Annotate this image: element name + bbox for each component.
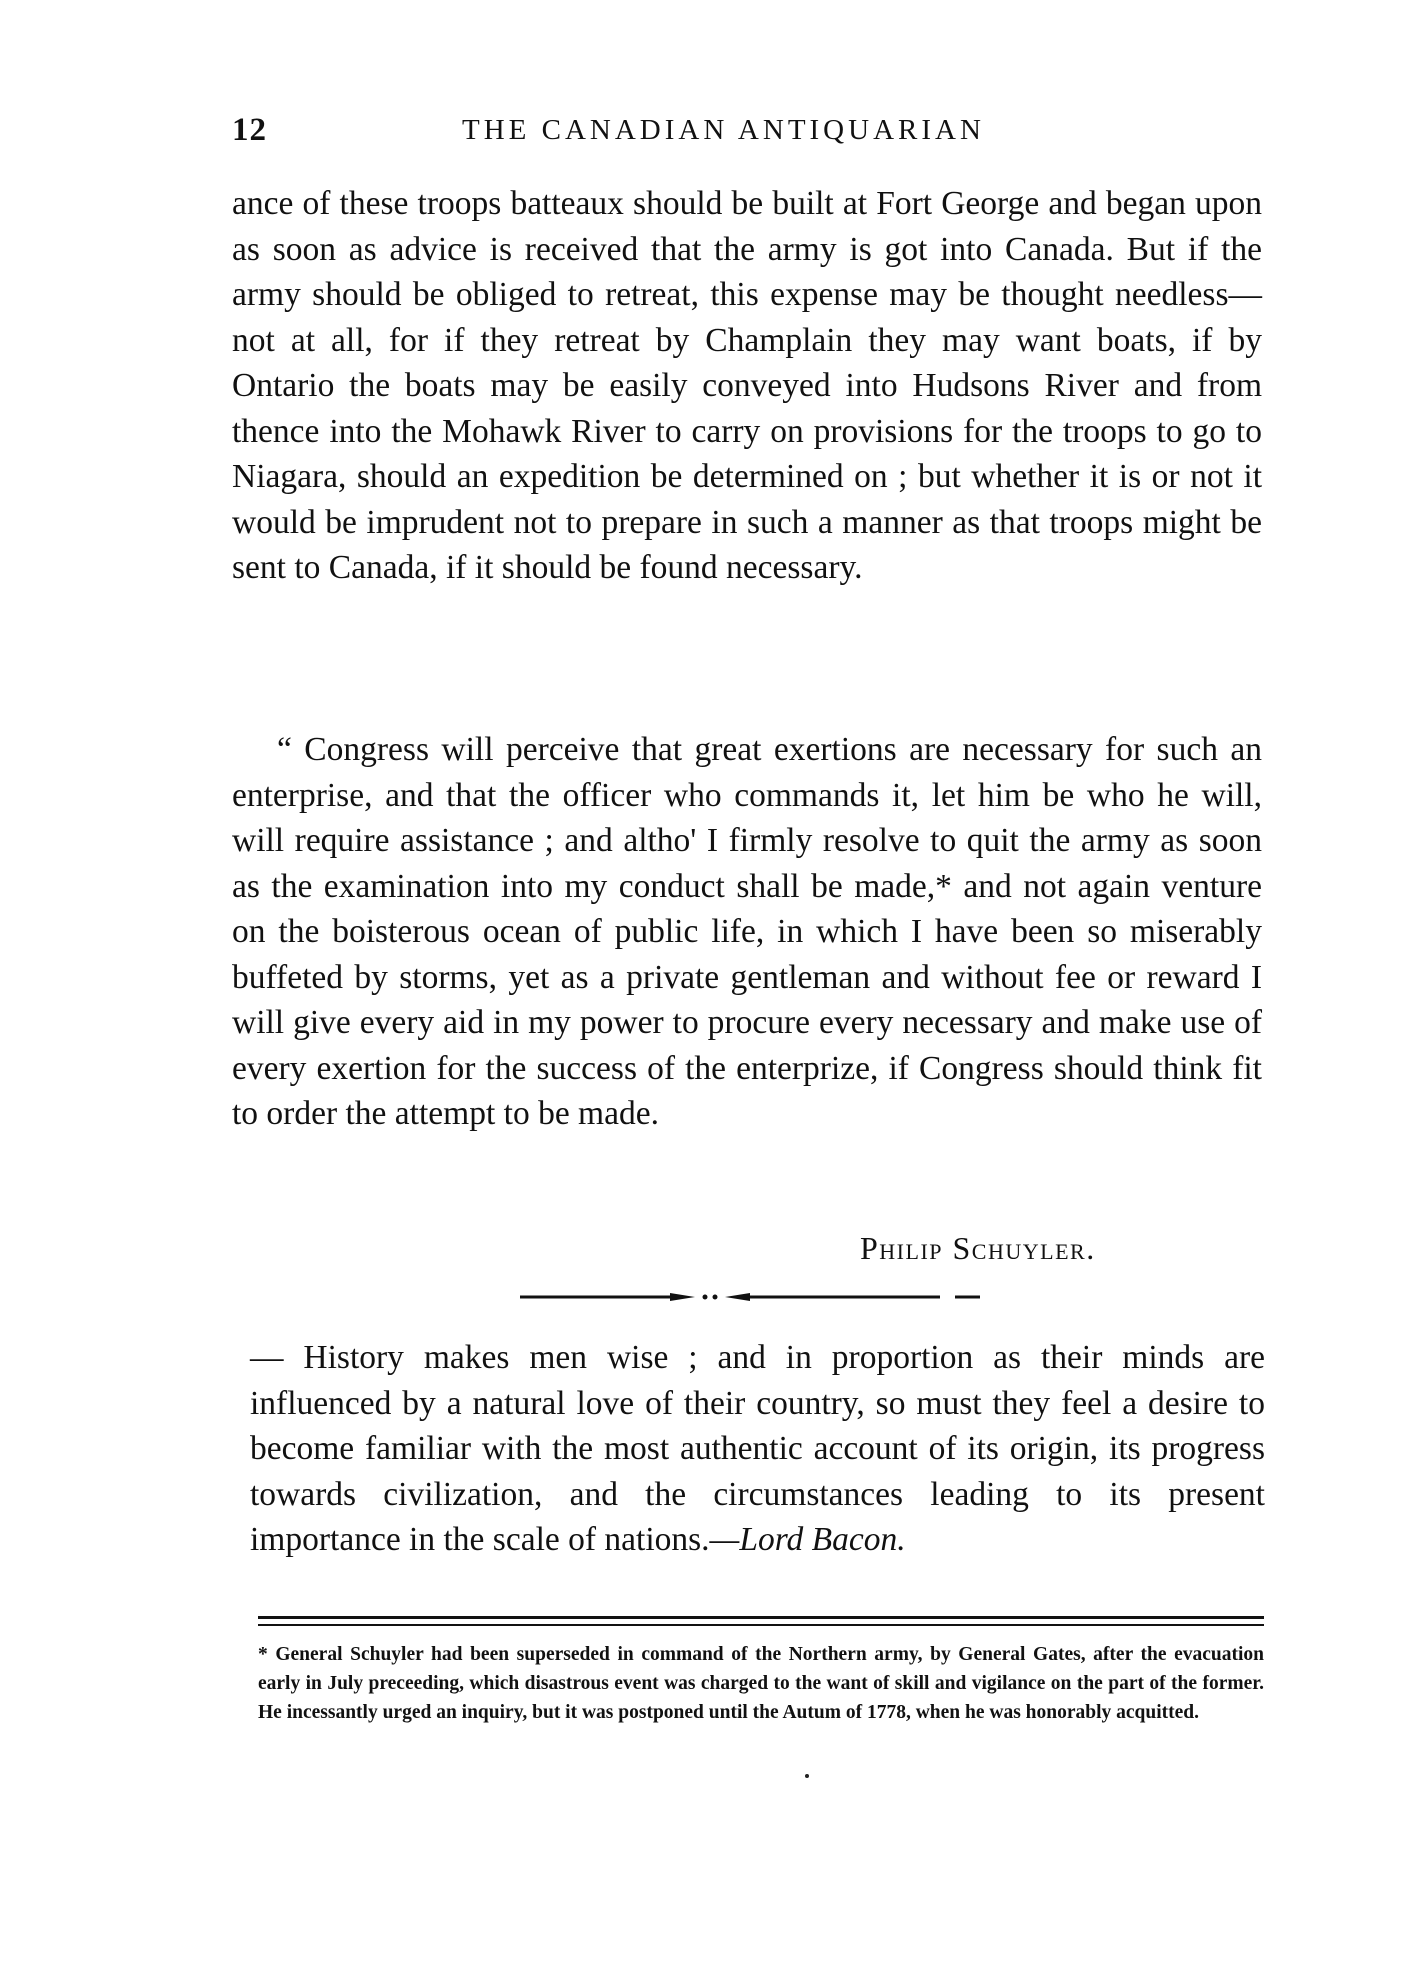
signature: Philip Schuyler. (860, 1230, 1096, 1266)
section-divider-ornament (520, 1290, 980, 1304)
page-number: 12 (232, 112, 267, 148)
quotation (250, 1335, 1265, 1563)
quote-author: —Lord Bacon. (709, 1521, 906, 1558)
quote-body: — History makes men wise ; and in proportion as their minds are influenced by a natural love of their country, so must they feel a desire to become familiar with the most authentic account of its origin, its progress towards civilization, and the circumstances leading to its present importance in the scale of nations. (250, 1339, 1265, 1558)
paragraph-text: “ Congress will perceive that great exertions are necessary for such an enterprise, and that the officer who commands it, let him be who he will, will require assistance ; and altho' I firmly resolve to quit the army as soon as the examination into my conduct shall be made,* and not again venture on the boisterous ocean of public life, in which I have been so miserably buffeted by storms, yet as a private gentleman and without fee or reward I will give every aid in my power to procure every necessary and make use of every exertion for the success of the enterprize, if Congress should think fit to order the attempt to be made. (232, 731, 1262, 1132)
paragraph-text: ance of these troops batteaux should be built at Fort George and began upon as soon as advice is received that the army is got into Canada. But if the army should be obliged to retreat, this expense may be thought needless—not at all, for if they retreat by Champlain they may want boats, if by Ontario the boats may be easily conveyed into Hudsons River and from thence into the Mohawk River to carry on provisions for the troops to go to Niagara, should an expedition be determined on ; but whether it is or not it would be imprudent not to prepare in such a manner as that troops might be sent to Canada, if it should be found necessary. (232, 185, 1262, 586)
running-head (232, 112, 1262, 152)
quotation-text (250, 1335, 1265, 1563)
journal-title: THE CANADIAN ANTIQUARIAN (462, 114, 985, 146)
footnote-rule-thin (258, 1624, 1264, 1626)
body-paragraph-2 (232, 727, 1262, 1137)
body-paragraph-1 (232, 181, 1262, 591)
footnote-rule (258, 1616, 1264, 1619)
print-speck (805, 1774, 809, 1778)
footnote: * General Schuyler had been superseded in command of the Northern army, by General Gates, after the evacuation early in July preceeding, which disastrous event was charged to the want of skill and vigilance on the part of the former. He incessantly urged an inquiry, but it was postponed until the Autum of 1778, when he was honorably acquitted. (258, 1644, 1264, 1723)
